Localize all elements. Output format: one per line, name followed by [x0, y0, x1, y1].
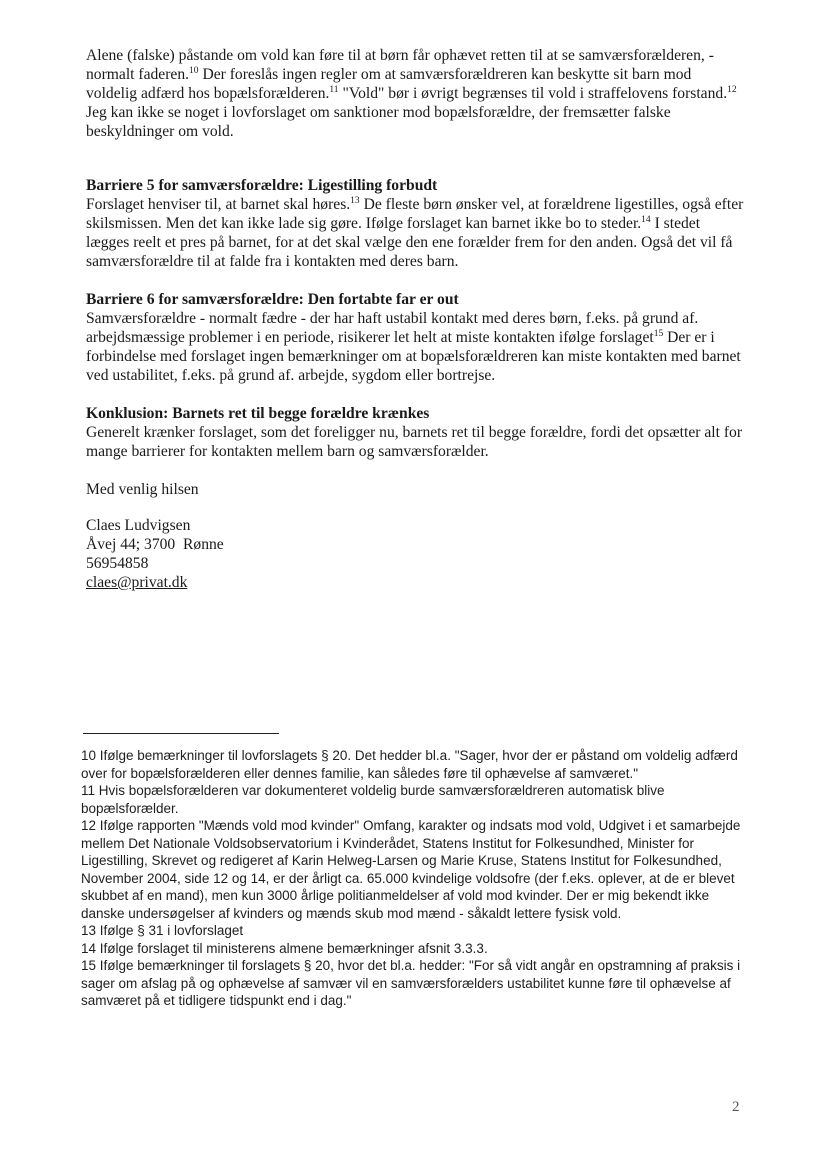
footnote: 14 Ifølge forslaget til ministerens almene bemærkninger afsnit 3.3.3. — [81, 940, 488, 956]
intro-text: Jeg kan ikke se noget i lovforslaget om sanktioner mod bopælsforældre, der fremsætter falske beskyldninger om vold. — [86, 104, 671, 140]
footnote: 13 Ifølge § 31 i lovforslaget — [81, 923, 244, 938]
section-barriere-6 — [86, 290, 746, 385]
footnote: 12 Ifølge rapporten "Mænds vold mod kvinder" Omfang, karakter og indsats mod vold, Udgivet i et samarbejde mellem Det Nationale Voldsobservatorium i Kvinderådet, Statens Institut for Folkesundhed, Minister for Ligestilling, Skrevet og redigeret af Karin Helweg-Larsen og Marie Kruse, Statens Institut for Folkesundhed, November 2004, side 12 og 14, er der årligt ca. 65.000 kvindelige voldsofre (der f.eks. oplever, at de er blevet skubbet af en mand), men kun 3000 årlige politianmeldelser af vold mod kvinder. Der er mig bekendt ikke danske undersøgelser af kvinders og mænds skub mod mænd - såkaldt lettere fysisk vold. — [81, 818, 741, 921]
section-heading: Barriere 5 for samværsforældre: Ligestilling forbudt — [86, 177, 438, 194]
footnote-ref-14: 14 — [641, 215, 651, 225]
page-number: 2 — [732, 1099, 740, 1115]
section-heading: Barriere 6 for samværsforældre: Den fortabte far er out — [86, 291, 459, 308]
section-text: Samværsforældre - normalt fædre - der har haft ustabil kontakt med deres børn, f.eks. på grund af. arbejdsmæssige problemer i en periode, risikerer let helt at miste kontakten ifølge forslaget — [86, 310, 699, 346]
intro-paragraph — [86, 46, 746, 141]
footnote-ref-12: 12 — [727, 85, 737, 95]
sender-name: Claes Ludvigsen — [86, 517, 191, 534]
section-text: Forslaget henviser til, at barnet skal høres. — [86, 196, 351, 213]
intro-text: Der foreslås ingen regler om at samværsforældreren kan beskytte sit barn mod voldelig adfærd hos bopælsforælderen. — [86, 66, 692, 102]
footnotes — [81, 747, 749, 1010]
footnote-ref-15: 15 — [653, 329, 664, 339]
footnote-separator — [83, 733, 279, 734]
footnote: 15 Ifølge bemærkninger til forslagets § 20, hvor det bl.a. hedder: "For så vidt angår en opstramning af praksis i sager om afslag på og ophævelse af samvær vil en samværsforælders ustabilitet kunne føre til ophævelse af samværet på et tidligere tidspunkt end i dag." — [81, 958, 741, 1008]
section-conclusion — [86, 404, 746, 461]
sender-phone: 56954858 — [86, 555, 149, 572]
footnote-ref-11: 11 — [329, 85, 339, 95]
sender-address: Åvej 44; 3700 Rønne — [86, 536, 224, 553]
footnote-ref-13: 13 — [350, 196, 360, 206]
footnote: 11 Hvis bopælsforælderen var dokumenteret voldelig burde samværsforældreren automatisk blive bopælsforælder. — [81, 783, 665, 816]
intro-text: Alene (falske) påstande om vold kan føre til at børn får ophævet retten til at se samværsforælderen, - normalt faderen. — [86, 47, 714, 83]
conclusion-text: Generelt krænker forslaget, som det foreligger nu, barnets ret til begge forældre, fordi det opsætter alt for mange barrierer for kontakten mellem barn og samværsforælder. — [86, 424, 743, 460]
section-text: Der er i forbindelse med forslaget ingen bemærkninger om at bopælsforældreren kan miste kontakten med barnet ved ustabilitet, f.eks. på grund af. arbejde, sygdom eller bortrejse. — [86, 329, 741, 384]
section-heading: Konklusion: Barnets ret til begge forældre krænkes — [86, 405, 430, 422]
section-text: De fleste børn ønsker vel, at forældrene ligestilles, også efter skilsmissen. Men det kan ikke lade sig gøre. Ifølge forslaget kan barnet ikke bo to steder. — [86, 196, 744, 232]
closing-greeting-block — [86, 480, 746, 499]
footnote: 10 Ifølge bemærkninger til lovforslagets § 20. Det hedder bl.a. "Sager, hvor der er påstand om voldelig adfærd over for bopælsforælderen eller dennes familie, kan således føre til ophævelse af samværet." — [81, 748, 738, 781]
sender-email-link[interactable]: claes@privat.dk — [86, 574, 188, 591]
footnote-ref-10: 10 — [189, 66, 199, 76]
section-barriere-5 — [86, 176, 746, 271]
closing-greeting: Med venlig hilsen — [86, 481, 199, 498]
intro-text: "Vold" bør i øvrigt begrænses til vold i straffelovens forstand. — [338, 85, 728, 102]
signature-block — [86, 516, 746, 592]
section-text: I stedet lægges reelt et pres på barnet, for at det skal vælge den ene forælder frem for den anden. Også det vil få samværsforældre til at falde fra i kontakten med deres barn. — [86, 215, 733, 270]
